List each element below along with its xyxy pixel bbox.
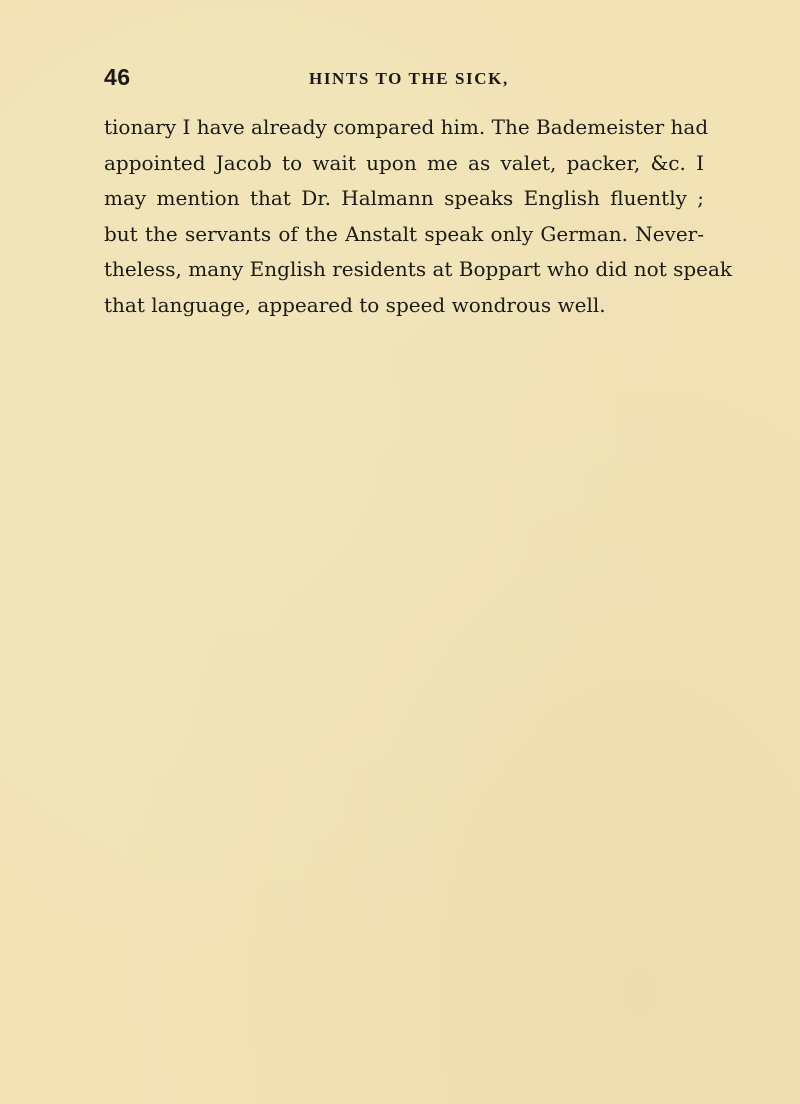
body-paragraph bbox=[104, 110, 733, 323]
text-line: appointed Jacob to wait upon me as valet, packer, &c. I bbox=[104, 150, 704, 175]
text-line: may mention that Dr. Halmann speaks English fluently ; bbox=[104, 186, 704, 210]
text-line: that language, appeared to speed wondrous well. bbox=[104, 292, 606, 317]
page-header bbox=[104, 64, 704, 96]
running-title: HINTS TO THE SICK, bbox=[309, 69, 509, 88]
text-line: but the servants of the Anstalt speak only German. Never- bbox=[104, 221, 704, 246]
page-number: 46 bbox=[104, 64, 131, 90]
text-line: theless, many English residents at Boppart who did not speak bbox=[104, 257, 733, 281]
text-line: tionary I have already compared him. The Bademeister had bbox=[104, 115, 709, 139]
